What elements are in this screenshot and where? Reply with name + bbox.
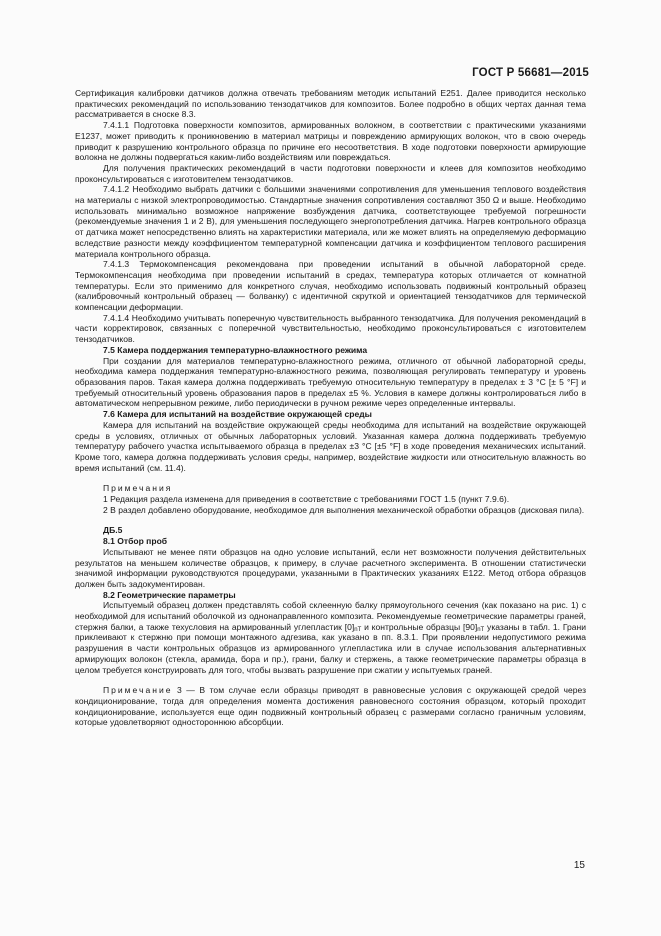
paragraph: Испытывают не менее пяти образцов на одно условие испытаний, если нет возможности получения действительных результатов на меньшем количестве образцов, к примеру, в случае расчетного эксперимента. В отношении статистически значимой информации руководствуются процедурами, указанными в Практических указаниях Е122. Метод отбора образцов должен быть задокументирован.: [75, 546, 586, 589]
section-heading: 8.1 Отбор проб: [103, 536, 168, 547]
section-heading: 7.6 Камера для испытаний на воздействие окружающей среды: [103, 409, 372, 420]
spacer: [75, 515, 586, 525]
spacer: [75, 473, 586, 483]
subscript: nT: [477, 626, 485, 633]
standard-header: ГОСТ Р 56681—2015: [472, 67, 589, 79]
note-paragraph: [75, 685, 586, 728]
section-heading: 7.5 Камера поддержания температурно-влажностного режима: [103, 344, 368, 355]
note-item: 1 Редакция раздела изменена для приведения в соответствие с требованиями ГОСТ 1.5 (пункт 7.9.6).: [103, 494, 510, 505]
paragraph: [75, 600, 586, 675]
subscript: nT: [354, 626, 362, 633]
paragraph: 7.4.1.3 Термокомпенсация рекомендована при проведении испытаний в обычной лабораторной среде. Термокомпенсация необходима при проведении испытаний в средах, температура которых отличается от комнатной температуры. Если это применимо для конкретного случая, необходимо использовать подвижный контрольный образец (калибровочный контрольный образец — болванку) с идентичной скруткой и ориентацией тензодатчиков для термической компенсации деформации.: [75, 259, 586, 313]
text-run: Испытуемый образец должен представлять собой склеенную балку прямоугольного сечения (как показано на рис. 1) с необходимой для испытаний оболочкой из однонаправленного композита. Рекомендуемые геометрические параметры граней, стержня балки, а также техусловия на армированный углепластик [0]: [75, 600, 586, 632]
appendix-heading: ДБ.5: [103, 525, 123, 536]
paragraph: 7.4.1.4 Необходимо учитывать поперечную чувствительность выбранного тензодатчика. Для получения рекомендаций в части корректировок, связанных с поперечной чувствительностью, необходимо проконсультироваться с изготовителем тензодатчиков.: [75, 312, 586, 345]
text-run: и контрольные образцы [90]: [361, 621, 478, 632]
page-number: 15: [573, 860, 585, 871]
text-run: указаны в табл. 1. Грани приклеивают к стержню при помощи монтажного адгезива, как указано в пп. 8.3.1. При проявлении недопустимого режима разрушения в части контрольных образцов из армированного углепластика или в случае использования альтернативных армирующих волокон (стекла, арамида, бора и пр.), грани, балку и стержень, а также геометрические параметры образца в целом требуется конструировать для того, чтобы вызвать разрушение при сжатии у испытуемых граней.: [75, 621, 586, 675]
note-label: Примечание: [103, 685, 173, 696]
note-text: 3 — В том случае если образцы приводят в равновесные условия с окружающей средой через кондиционирование, тогда для определения момента достижения равновесного состояния образцом, который проходит кондиционирование, используется еще один подвижный контрольный образец с размерами согласно граничным условиям, которые удовлетворяют одностороннюю абсорбции.: [75, 685, 586, 728]
document-body: [75, 88, 586, 728]
paragraph: 7.4.1.1 Подготовка поверхности композитов, армированных волокном, в соответствии с практическими указаниями Е1237, может приводить к проникновению в материал матрицы и повреждению армирующих волокон, что в свою очередь приводит к разрушению контрольного образца по причине его несоответствия. В ходе подготовки поверхности армирующие волокна не должны подвергаться каким-либо воздействиям или повреждаться.: [75, 120, 586, 163]
paragraph: 7.4.1.2 Необходимо выбрать датчики с большими значениями сопротивления для уменьшения теплового воздействия на материалы с низкой электропроводимостью. Стандартные значения сопротивления составляют 350 Ω и выше. Необходимо использовать минимально возможное напряжение возбуждения датчика, соответствующее требуемой погрешности (рекомендуемые значения 1 и 2 В), для уменьшения последующего энергопотребления датчика. Нагрев контрольного образца от датчика может непосредственно влиять на характеристики материала, или же может влиять на определяемую деформацию вследствие разности между коэффициентом температурной компенсации датчика и коэффициентом теплового расширения материала контрольного образца.: [75, 184, 586, 259]
paragraph: Для получения практических рекомендаций в части подготовки поверхности и клеев для композитов необходимо проконсультироваться с изготовителем тензодатчиков.: [75, 162, 586, 184]
note-item: 2 В раздел добавлено оборудование, необходимое для выполнения механической обработки образцов (дисковая пила).: [103, 504, 585, 515]
paragraph: При создании для материалов температурно-влажностного режима, отличного от обычной лабораторной среды, необходима камера поддержания температурно-влажностного режима, позволяющая регулировать температуру и уровень образования паров. Такая камера должна поддерживать требуемую относительную температуру в пределах ± 3 °С [± 5 °F] и требуемый относительный уровень образования паров в пределах ±5 %. Условия в камере должны контролироваться либо в автоматическом непрерывном режиме, либо периодически в ручном режиме через определенные интервалы.: [75, 355, 586, 409]
spacer: [75, 675, 586, 685]
paragraph: Камера для испытаний на воздействие окружающей среды необходима для испытаний на воздействие окружающей среды в условиях, отличных от обычных лабораторных условий. Указанная камера должна поддерживать требуемую температуру рабочего участка испытываемого образца в пределах ±3 °С [±5 °F] в ходе проведения механических испытаний. Кроме того, камера должна поддерживать условия среды, например, воздействие жидкости или относительную влажность во время испытаний (см. 11.4).: [75, 419, 586, 473]
notes-title: Примечания: [103, 483, 173, 494]
paragraph: Сертификация калибровки датчиков должна отвечать требованиям методик испытаний Е251. Далее приводится несколько практических рекомендаций по использованию тензодатчиков для композитов. Более подробно в общих чертах данная тема рассматривается в сноске 8.3.: [75, 88, 586, 120]
section-heading: 8.2 Геометрические параметры: [103, 589, 236, 600]
